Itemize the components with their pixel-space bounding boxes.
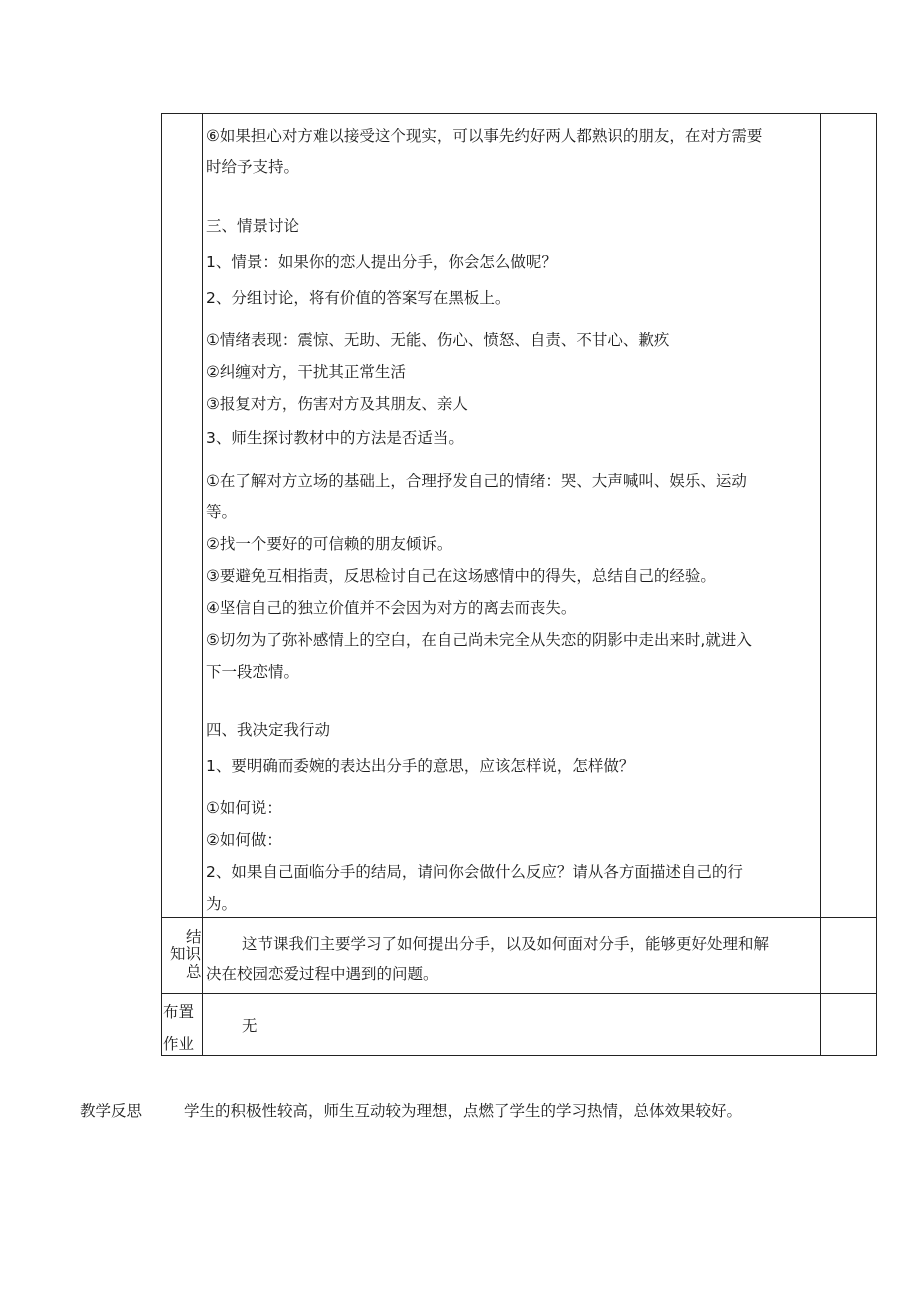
table-row-divider-2 [161,993,877,994]
content-line: 时给予支持。 [206,158,300,176]
content-line: 为。 [206,895,238,913]
content-line: ⑤切勿为了弥补感情上的空白，在自己尚未完全从失恋的阴影中走出来时,就进入 [206,631,752,649]
reflection-text: 学生的积极性较高，师生互动较为理想，点燃了学生的学习热情，总体效果较好。 [184,1102,743,1120]
content-line: ①情绪表现：震惊、无助、无能、伤心、愤怒、自责、不甘心、歉疚 [206,331,670,349]
content-line: ③报复对方，伤害对方及其朋友、亲人 [206,395,468,413]
content-line: 1、要明确而委婉的表达出分手的意思，应该怎样说，怎样做？ [206,757,635,775]
summary-label-1: 结 [186,928,202,946]
homework-label-2: 作业 [163,1035,195,1053]
content-line: ④坚信自己的独立价值并不会因为对方的离去而丧失。 [206,599,577,617]
table-border-col2 [820,113,821,1056]
table-border-left [161,113,162,1056]
summary-text-line-2: 决在校园恋爱过程中遇到的问题。 [206,965,439,983]
content-line: 2、分组讨论，将有价值的答案写在黑板上。 [206,289,511,307]
table-border-bottom [161,1055,877,1056]
content-line: ③要避免互相指责，反思检讨自己在这场感情中的得失，总结自己的经验。 [206,567,716,585]
section-heading: 四、我决定我行动 [206,721,331,739]
table-border-right [876,113,877,1056]
content-line: 下一段恋情。 [206,663,300,681]
summary-label-3: 总 [186,963,202,981]
content-line: 1、情景：如果你的恋人提出分手，你会怎么做呢？ [206,253,557,271]
homework-label-1: 布置 [163,1003,195,1021]
table-border-col1 [202,113,203,1056]
summary-text-line-1: 这节课我们主要学习了如何提出分手，以及如何面对分手，能够更好处理和解 [242,935,770,953]
content-line: ①如何说： [206,799,282,817]
content-line: 2、如果自己面临分手的结局，请问你会做什么反应？请从各方面描述自己的行 [206,863,743,881]
table-border-top [161,113,877,114]
content-line: ②纠缠对方，干扰其正常生活 [206,363,406,381]
content-line: 等。 [206,503,238,521]
table-row-divider-1 [161,917,877,918]
content-line: ②如何做： [206,831,282,849]
content-line: ①在了解对方立场的基础上，合理抒发自己的情绪：哭、大声喊叫、娱乐、运动 [206,472,747,490]
section-heading: 三、情景讨论 [206,217,300,235]
content-line: 3、师生探讨教材中的方法是否适当。 [206,429,464,447]
homework-value: 无 [242,1017,258,1035]
content-line: ⑥如果担心对方难以接受这个现实，可以事先约好两人都熟识的朋友，在对方需要 [206,127,763,145]
content-line: ②找一个要好的可信赖的朋友倾诉。 [206,535,453,553]
summary-label-2: 知识 [170,945,202,963]
reflection-label: 教学反思 [80,1102,143,1120]
